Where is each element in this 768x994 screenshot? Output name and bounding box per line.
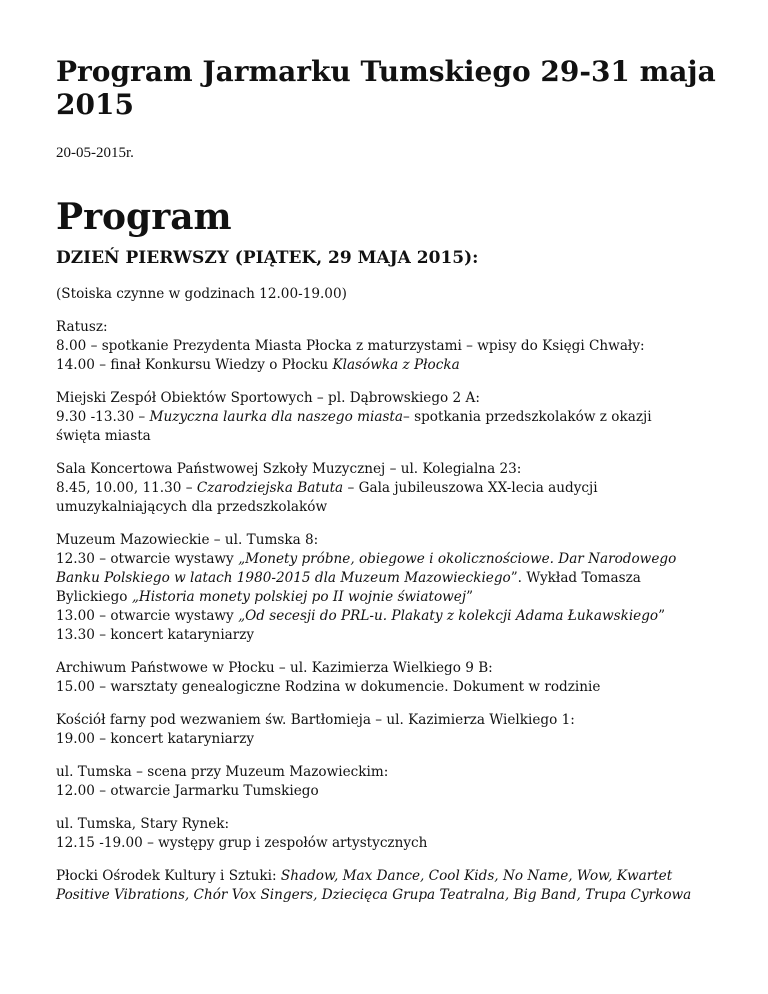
program-line [56,886,716,905]
venue-block [56,318,716,375]
event-title: „Od secesji do PRL-u. Plakaty z kolekcji Adama Łukawskiego [238,608,659,624]
line-text: 13.00 – otwarcie wystawy [56,608,239,624]
event-title: Shadow, Max Dance, Cool Kids, No Name, Wow, Kwartet [280,868,673,884]
event-title: „Monety próbne, obiegowe i okolicznościowe. Dar Narodowego [238,551,677,567]
venue-block [56,659,716,697]
venue-block [56,711,716,749]
line-text: ” [658,608,666,624]
page-title: Program Jarmarku Tumskiego 29-31 maja 2015 [56,55,716,121]
event-title: Banku Polskiego w latach 1980-2015 dla Muzeum Mazowieckiego [56,570,511,586]
program-line: święta miasta [56,428,151,444]
venue-name: Kościół farny pod wezwaniem św. Bartłomieja – ul. Kazimierza Wielkiego 1: [56,712,575,728]
stands-note: (Stoiska czynne w godzinach 12.00-19.00) [56,286,347,302]
program-line: 8.00 – spotkanie Prezydenta Miasta Płocka z maturzystami – wpisy do Księgi Chwały: [56,338,645,354]
line-text: – Gala jubileuszowa XX-lecia audycji [343,480,598,496]
program-line [56,408,716,427]
venue-block [56,815,716,853]
venue-name: ul. Tumska, Stary Rynek: [56,816,230,832]
program-line: 13.30 – koncert kataryniarzy [56,627,255,643]
venue-name: Archiwum Państwowe w Płocku – ul. Kazimierza Wielkiego 9 B: [56,660,493,676]
venue-block [56,460,716,517]
line-text: ” [466,589,474,605]
program-line: 15.00 – warsztaty genealogiczne Rodzina w dokumencie. Dokument w rodzinie [56,679,601,695]
venue-name: Muzeum Mazowieckie – ul. Tumska 8: [56,532,319,548]
event-title: Klasówka z Płocka [332,357,460,373]
program-line: 19.00 – koncert kataryniarzy [56,731,255,747]
program-line [56,479,716,498]
line-text: Bylickiego [56,589,132,605]
venue-name: Ratusz: [56,319,108,335]
program-line: 12.00 – otwarcie Jarmarku Tumskiego [56,783,319,799]
event-title: „Historia monety polskiej po II wojnie światowej [131,589,467,605]
line-text: 12.30 – otwarcie wystawy [56,551,239,567]
ensembles-paragraph [56,867,716,905]
venue-block [56,531,716,645]
venue-name: ul. Tumska – scena przy Muzeum Mazowieckim: [56,764,389,780]
program-line [56,550,716,569]
line-text: 14.00 – finał Konkursu Wiedzy o Płocku [56,357,333,373]
program-line: umuzykalniających dla przedszkolaków [56,499,328,515]
line-text: 9.30 -13.30 – [56,409,150,425]
venue-list [56,318,716,853]
venue-name: Miejski Zespół Obiektów Sportowych – pl. Dąbrowskiego 2 A: [56,390,480,406]
event-title: Czarodziejska Batuta [196,480,344,496]
program-line: 12.15 -19.00 – występy grup i zespołów artystycznych [56,835,428,851]
program-line [56,607,716,626]
publication-date: 20-05-2015r. [56,145,134,161]
venue-block [56,389,716,446]
program-line [56,588,716,607]
line-text: – spotkania przedszkolaków z okazji [403,409,652,425]
section-heading: Program [56,196,232,238]
event-title: Positive Vibrations, Chór Vox Singers, Dziecięca Grupa Teatralna, Big Band, Trupa Cyrkowa [56,887,692,903]
program-line [56,569,716,588]
day-heading: DZIEŃ PIERWSZY (PIĄTEK, 29 MAJA 2015): [56,248,479,268]
line-text: Płocki Ośrodek Kultury i Sztuki: [56,868,281,884]
line-text: ”. Wykład Tomasza [510,570,641,586]
program-line [56,867,716,886]
event-title: Muzyczna laurka dla naszego miasta [149,409,403,425]
venue-name: Sala Koncertowa Państwowej Szkoły Muzycznej – ul. Kolegialna 23: [56,461,522,477]
venue-block [56,763,716,801]
program-line [56,356,716,375]
line-text: 8.45, 10.00, 11.30 – [56,480,197,496]
